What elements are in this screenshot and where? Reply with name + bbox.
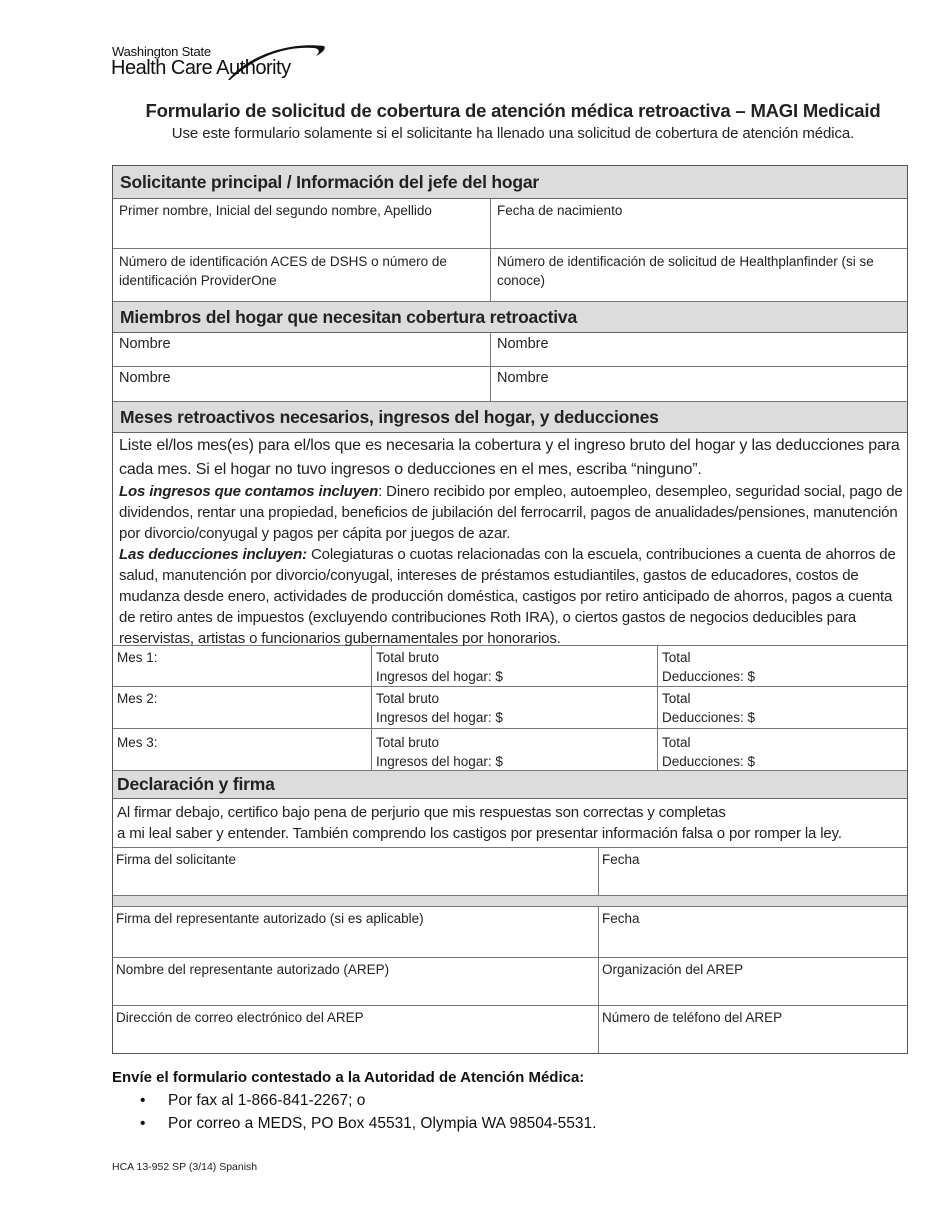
arep-email-field[interactable]	[113, 1006, 598, 1053]
send-method-mail-text: Por correo a MEDS, PO Box 45531, Olympia WA 98504-5531.	[168, 1115, 597, 1132]
declaration-text	[113, 799, 907, 848]
applicant-signature-row	[113, 848, 907, 896]
applicant-date-field[interactable]	[598, 848, 907, 895]
month-label: Mes 1:	[117, 650, 158, 665]
months-intro: Liste el/los mes(es) para el/los que es necesaria la cobertura y el ingreso bruto del hogar y las deducciones para cada mes. Si el hogar no tuvo ingresos o deducciones en el mes, escriba “ninguno”.	[119, 437, 900, 478]
month-label: Mes 3:	[117, 735, 158, 750]
deductions-label-line2: Deducciones: $	[662, 754, 756, 769]
arep-phone-label: Número de teléfono del AREP	[602, 1010, 783, 1025]
gross-income-field[interactable]	[371, 646, 657, 686]
deductions-field[interactable]	[657, 646, 907, 686]
arep-org-label: Organización del AREP	[602, 962, 744, 977]
send-method-fax-text: Por fax al 1-866-841-2267; o	[168, 1092, 366, 1109]
income-label: Los ingresos que contamos incluyen	[119, 483, 379, 500]
bullet-icon: •	[140, 1092, 146, 1109]
deductions-label-line1: Total	[662, 650, 691, 665]
month-field[interactable]	[113, 687, 371, 728]
gross-income-label-line1: Total bruto	[376, 691, 440, 706]
deductions-label-line2: Deducciones: $	[662, 710, 756, 725]
section-heading-applicant: Solicitante principal / Información del jefe del hogar	[113, 166, 907, 199]
months-instructions	[113, 433, 907, 646]
member-name-label: Nombre	[119, 336, 171, 352]
member-name-field[interactable]	[113, 367, 490, 401]
bullet-icon: •	[140, 1115, 146, 1132]
send-method-fax	[112, 1090, 596, 1113]
section-heading-members: Miembros del hogar que necesitan cobertura retroactiva	[113, 302, 907, 333]
deductions-definition	[119, 544, 907, 649]
month-row	[113, 687, 907, 729]
arep-name-row	[113, 958, 907, 1006]
gross-income-field[interactable]	[371, 687, 657, 728]
send-methods-list	[112, 1090, 596, 1136]
gross-income-label-line2: Ingresos del hogar: $	[376, 754, 503, 769]
arep-contact-row	[113, 1006, 907, 1053]
income-definition	[119, 481, 907, 544]
month-row	[113, 646, 907, 687]
member-name-field[interactable]	[490, 333, 907, 366]
month-field[interactable]	[113, 646, 371, 686]
rep-date-label: Fecha	[602, 911, 640, 926]
deductions-field[interactable]	[657, 729, 907, 770]
member-name-field[interactable]	[113, 333, 490, 366]
send-method-mail	[112, 1113, 596, 1136]
healthplanfinder-id-field[interactable]	[490, 249, 907, 301]
rep-date-field[interactable]	[598, 907, 907, 957]
rep-signature-row	[113, 907, 907, 958]
month-label: Mes 2:	[117, 691, 158, 706]
page-title: Formulario de solicitud de cobertura de atención médica retroactiva – MAGI Medicaid	[145, 100, 881, 121]
applicant-signature-field[interactable]	[113, 848, 598, 895]
applicant-date-label: Fecha	[602, 852, 640, 867]
section-heading-months: Meses retroactivos necesarios, ingresos del hogar, y deducciones	[113, 402, 907, 433]
member-name-label: Nombre	[497, 336, 549, 352]
members-row-1	[113, 333, 907, 367]
month-row	[113, 729, 907, 771]
section-heading-declaration: Declaración y firma	[113, 771, 907, 799]
hca-logo	[110, 40, 330, 86]
deductions-label-line1: Total	[662, 691, 691, 706]
form-number: HCA 13-952 SP (3/14) Spanish	[112, 1161, 258, 1173]
rep-signature-field[interactable]	[113, 907, 598, 957]
month-field[interactable]	[113, 729, 371, 770]
gross-income-label-line1: Total bruto	[376, 735, 440, 750]
applicant-row-2	[113, 249, 907, 302]
member-name-label: Nombre	[119, 370, 171, 386]
gross-income-label-line1: Total bruto	[376, 650, 440, 665]
member-name-field[interactable]	[490, 367, 907, 401]
applicant-name-label: Primer nombre, Inicial del segundo nombre, Apellido	[119, 203, 432, 218]
logo-line2: Health Care Authority	[111, 57, 291, 79]
applicant-name-field[interactable]	[113, 199, 490, 248]
arep-org-field[interactable]	[598, 958, 907, 1005]
declaration-line1: Al firmar debajo, certifico bajo pena de perjurio que mis respuestas son correctas y completas	[117, 804, 726, 821]
gross-income-label-line2: Ingresos del hogar: $	[376, 669, 503, 684]
deductions-label-line2: Deducciones: $	[662, 669, 756, 684]
arep-name-field[interactable]	[113, 958, 598, 1005]
logo-line1: Washington State	[112, 44, 211, 59]
healthplanfinder-id-label: Número de identificación de solicitud de Healthplanfinder (si se conoce)	[497, 254, 874, 288]
page-subtitle: Use este formulario solamente si el solicitante ha llenado una solicitud de cobertura de atención médica.	[171, 125, 855, 142]
separator-bar	[113, 896, 907, 907]
members-row-2	[113, 367, 907, 402]
declaration-line2: a mi leal saber y entender. También comprendo los castigos por presentar información falsa o por romper la ley.	[117, 825, 842, 842]
gross-income-field[interactable]	[371, 729, 657, 770]
rep-signature-label: Firma del representante autorizado (si es aplicable)	[116, 911, 424, 926]
dob-label: Fecha de nacimiento	[497, 203, 623, 218]
arep-email-label: Dirección de correo electrónico del AREP	[116, 1010, 364, 1025]
applicant-row-1	[113, 199, 907, 249]
member-name-label: Nombre	[497, 370, 549, 386]
send-instructions-heading: Envíe el formulario contestado a la Autoridad de Atención Médica:	[112, 1069, 585, 1086]
deductions-label: Las deducciones incluyen:	[119, 546, 307, 563]
deductions-field[interactable]	[657, 687, 907, 728]
aces-id-field[interactable]	[113, 249, 490, 301]
arep-phone-field[interactable]	[598, 1006, 907, 1053]
swoosh-logo-icon	[220, 40, 326, 84]
arep-name-label: Nombre del representante autorizado (AREP)	[116, 962, 390, 977]
applicant-signature-label: Firma del solicitante	[116, 852, 237, 867]
aces-id-label: Número de identificación ACES de DSHS o número de identificación ProviderOne	[119, 254, 447, 288]
deductions-label-line1: Total	[662, 735, 691, 750]
dob-field[interactable]	[490, 199, 907, 248]
income-text: : Dinero recibido por empleo, autoempleo, desempleo, seguridad social, pago de dividendos, rentar una propiedad, beneficios de jubilación del ferrocarril, pagos de anualidades/pensiones, manutención por divorcio/conyugal y pagos per cápita por juegos de azar.	[119, 483, 903, 542]
application-form	[112, 165, 908, 1054]
deductions-text: Colegiaturas o cuotas relacionadas con la escuela, contribuciones a cuenta de ahorros de salud, manutención por divorcio/conyugal, intereses de préstamos estudiantiles, gastos de educadores, costos de mudanza desde enero, actividades de producción doméstica, castigos por retiro anticipado de ahorros, pagos a cuenta de retiro antes de impuestos (excluyendo contribuciones Roth IRA), o ciertos gastos de negocios deducibles para reservistas, artistas o funcionarios gubernamentales por honorarios.	[119, 546, 896, 647]
gross-income-label-line2: Ingresos del hogar: $	[376, 710, 503, 725]
